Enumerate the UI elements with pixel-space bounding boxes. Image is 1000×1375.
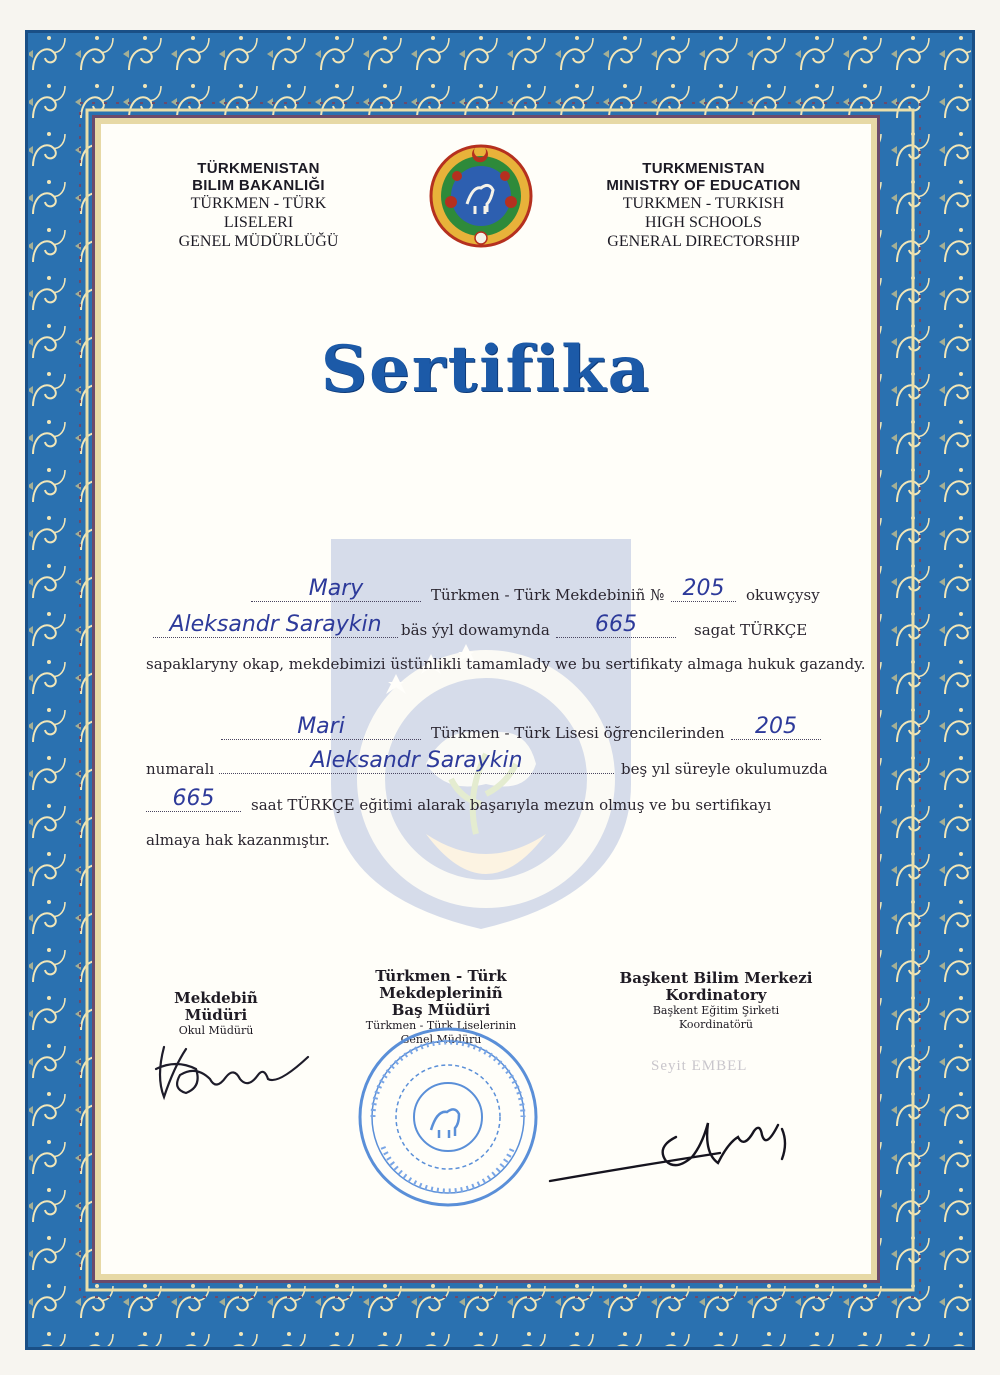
header-right-line4: HIGH SCHOOLS bbox=[645, 214, 762, 231]
p2-text1: Türkmen - Türk Lisesi öğrencilerinden bbox=[431, 724, 725, 742]
sig-right-main2: Kordinatory bbox=[665, 986, 767, 1004]
header-right-line3: TURKMEN - TURKISH bbox=[622, 195, 785, 212]
header-right-line1: TURKMENISTAN bbox=[642, 160, 765, 177]
header-right bbox=[561, 160, 846, 251]
sig-center-sub2: Genel Müdürü bbox=[400, 1033, 482, 1046]
state-emblem-icon bbox=[423, 142, 539, 248]
sig-center-sub1: Türkmen - Türk Liselerinin bbox=[365, 1019, 517, 1032]
p1-text5: sapaklaryny okap, mekdebimizi üstünlikli tamamlady we bu sertifikaty almaga hukuk gazandy. bbox=[146, 655, 866, 673]
p2-text3: beş yıl süreyle okulumuzda bbox=[621, 760, 828, 778]
header-right-line5: GENERAL DIRECTORSHIP bbox=[607, 233, 800, 250]
p1-text1: Türkmen - Türk Mekdebiniñ № bbox=[431, 586, 665, 604]
p1-hours-field: 665 bbox=[556, 612, 676, 638]
signature-right-handwritten bbox=[546, 1109, 821, 1199]
faded-typed-name: Seyit EMBEL bbox=[651, 1058, 748, 1074]
sig-right-sub1: Başkent Eğitim Şirketi bbox=[652, 1004, 780, 1017]
header-left-line3: TÜRKMEN - TÜRK bbox=[190, 195, 327, 212]
p1-city-field: Mary bbox=[251, 576, 421, 602]
p2-name-field: Aleksandr Saraykin bbox=[219, 748, 614, 774]
sig-left-sub: Okul Müdürü bbox=[178, 1024, 254, 1037]
certificate-page bbox=[101, 124, 871, 1274]
p1-text2: okuwçysy bbox=[746, 586, 820, 604]
p2-city-field: Mari bbox=[221, 714, 421, 740]
header-left bbox=[141, 160, 376, 251]
sig-right-sub2: Koordinatörü bbox=[678, 1018, 753, 1031]
certificate-title: Sertifika bbox=[320, 332, 652, 407]
p2-text4: saat TÜRKÇE eğitimi alarak başarıyla mezun olmuş ve bu sertifikayı bbox=[251, 796, 772, 814]
header-left-line2: BILIM BAKANLIĞI bbox=[192, 177, 325, 194]
header-left-line4: LISELERI bbox=[223, 214, 294, 231]
p1-text4: sagat TÜRKÇE bbox=[694, 621, 808, 639]
p2-text5: almaya hak kazanmıştır. bbox=[146, 831, 330, 849]
p2-school-no-field: 205 bbox=[731, 714, 821, 740]
sig-right-main1: Başkent Bilim Merkezi bbox=[619, 969, 813, 987]
signature-left-handwritten bbox=[146, 1029, 321, 1109]
sig-left-main: Mekdebiñ Müdüri bbox=[174, 989, 258, 1024]
signature-block-right bbox=[616, 970, 816, 1032]
sig-center-main2: Baş Müdüri bbox=[391, 1001, 491, 1019]
p2-text2: numaralı bbox=[146, 760, 215, 778]
header-left-line5: GENEL MÜDÜRLÜĞÜ bbox=[178, 233, 339, 250]
p1-name-field: Aleksandr Saraykin bbox=[153, 612, 398, 638]
header-right-line2: MINISTRY OF EDUCATION bbox=[606, 177, 801, 194]
p1-text3: bäs ýyl dowamynda bbox=[401, 621, 550, 639]
official-stamp-icon bbox=[353, 1022, 543, 1212]
p2-hours-field: 665 bbox=[146, 786, 241, 812]
sig-center-main1: Türkmen - Türk Mekdepleriniñ bbox=[375, 967, 507, 1002]
p1-school-no-field: 205 bbox=[671, 576, 736, 602]
header-left-line1: TÜRKMENISTAN bbox=[197, 160, 320, 177]
